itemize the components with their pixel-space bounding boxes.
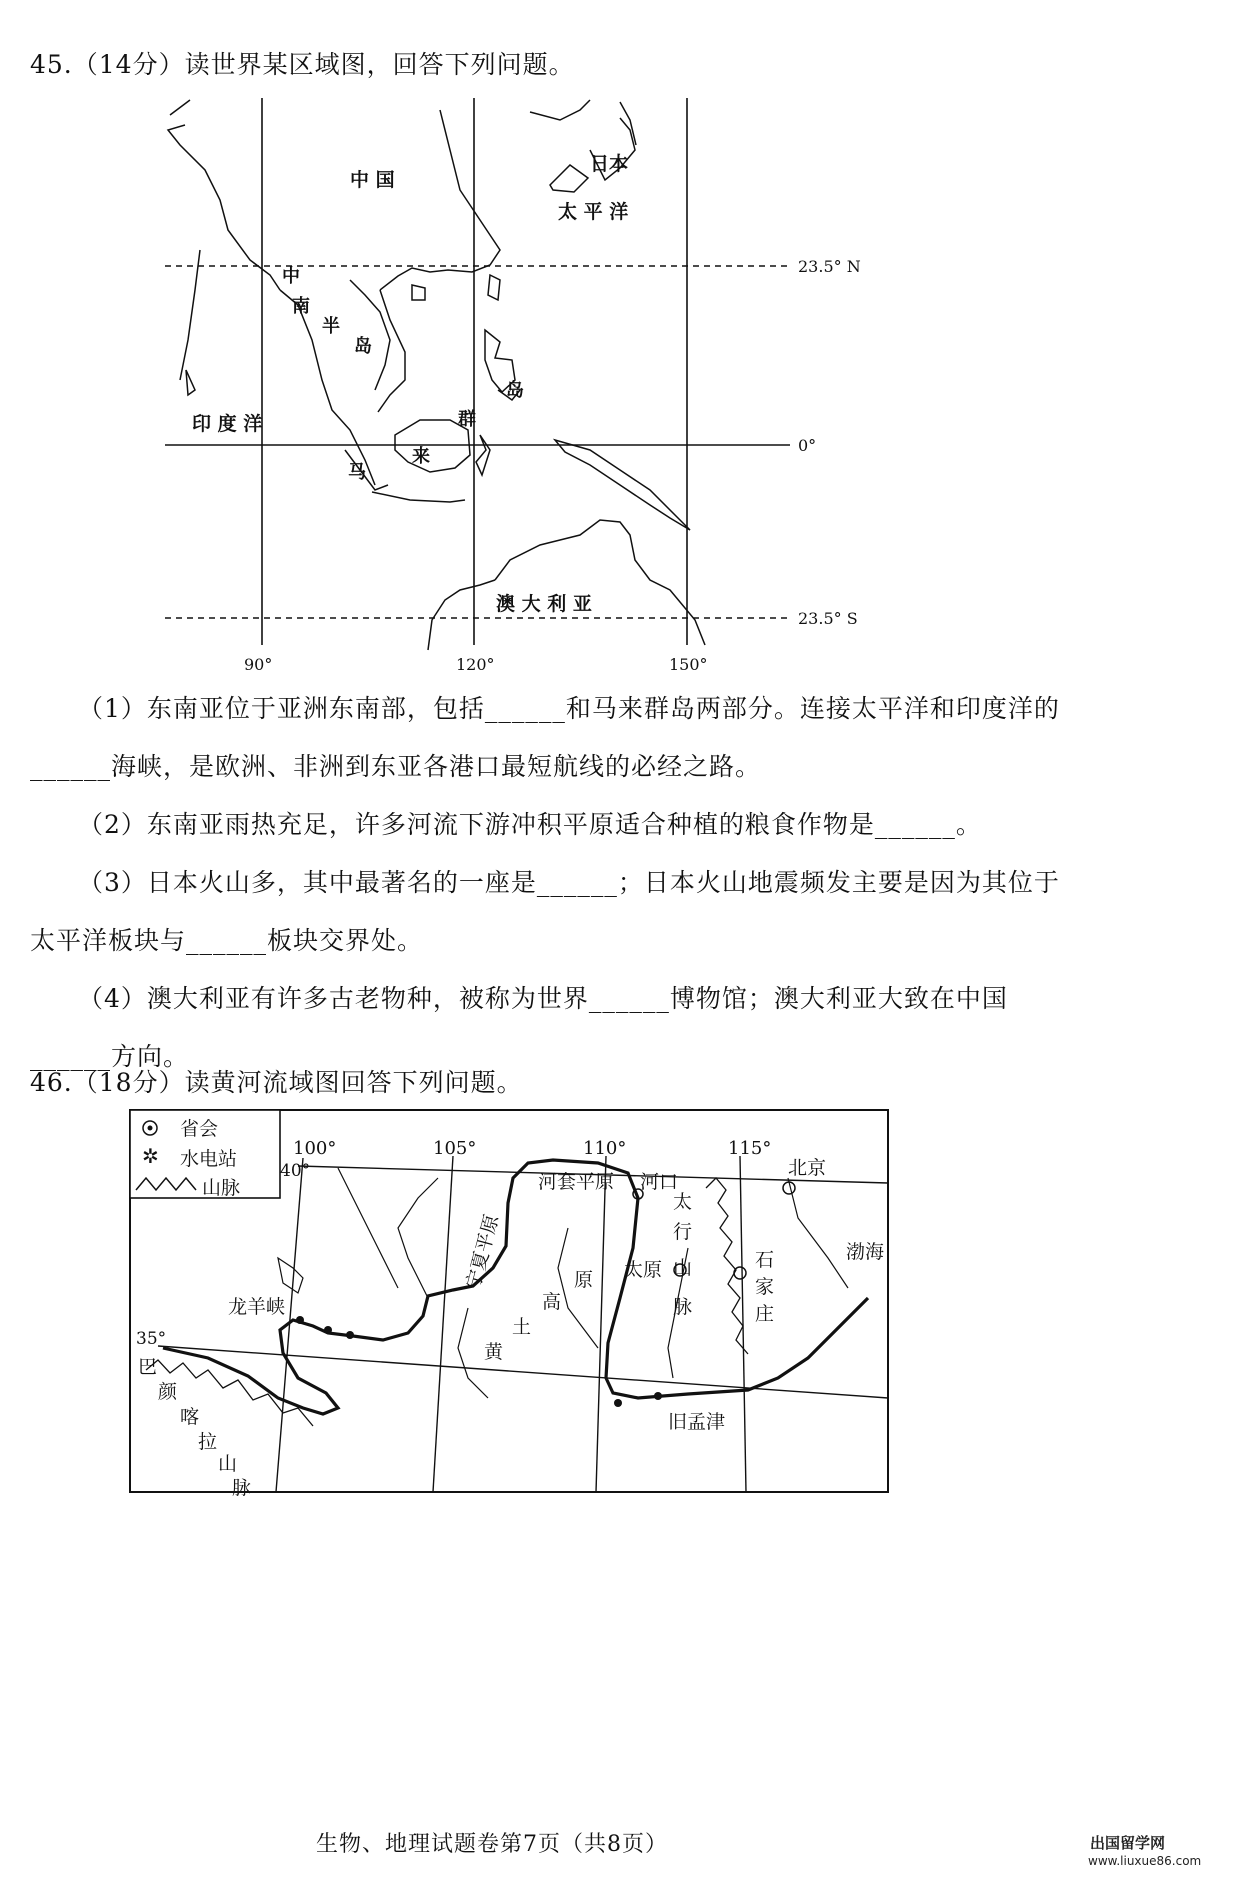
q45-1-line2: ______海峡，是欧洲、非洲到东亚各港口最短航线的必经之路。 <box>30 752 762 781</box>
label-malay-2: 来 <box>412 446 430 467</box>
q45-question-list <box>30 680 1060 1086</box>
label-malay-3: 群 <box>458 409 476 430</box>
label-shijiazhuang-2: 家 <box>755 1276 775 1298</box>
label-loess-3: 高 <box>542 1291 562 1313</box>
label-bayankala-5: 山 <box>218 1453 238 1475</box>
label-lon-90: 90° <box>244 655 273 674</box>
label-australia: 澳 大 利 亚 <box>496 593 592 615</box>
watermark-url: www.liuxue86.com <box>1088 1854 1202 1868</box>
label-malay-4: 岛 <box>506 380 524 401</box>
label-lon-115: 115° <box>728 1138 772 1159</box>
q45-3-line2: 太平洋板块与______板块交界处。 <box>30 926 424 955</box>
label-indian-ocean: 印 度 洋 <box>192 413 263 435</box>
label-equator: 0° <box>798 436 817 455</box>
label-taihang-4: 脉 <box>673 1296 693 1318</box>
label-jiumengjin: 旧孟津 <box>668 1411 726 1433</box>
label-hekou: 河口 <box>640 1171 679 1193</box>
label-bayankala-2: 颜 <box>158 1381 178 1403</box>
label-taihang-3: 山 <box>673 1257 693 1279</box>
label-bayankala-3: 喀 <box>180 1406 200 1428</box>
label-japan: 日本 <box>590 153 629 175</box>
label-bohai: 渤海 <box>846 1241 885 1263</box>
legend-hydropower: 水电站 <box>180 1148 238 1170</box>
coastlines <box>168 100 705 650</box>
label-bayankala-6: 脉 <box>232 1477 252 1498</box>
label-lon-150: 150° <box>669 655 708 674</box>
label-lat-35: 35° <box>136 1329 167 1349</box>
label-china: 中 国 <box>350 169 395 191</box>
q46-header: 46.（18分）读黄河流域图回答下列问题。 <box>30 1068 523 1097</box>
watermark-name: 出国留学网 <box>1090 1834 1166 1852</box>
label-lon-120: 120° <box>456 655 495 674</box>
label-loess-4: 原 <box>574 1269 594 1291</box>
label-taihang-1: 太 <box>673 1191 693 1213</box>
label-taihang-2: 行 <box>673 1221 693 1243</box>
label-bayankala-1: 巴 <box>138 1356 158 1378</box>
label-ningxia: 宁夏平原 <box>462 1212 504 1292</box>
q45-1-line1: （1）东南亚位于亚洲东南部，包括______和马来群岛两部分。连接太平洋和印度洋的 <box>78 694 1060 723</box>
q45-header: 45.（14分）读世界某区域图，回答下列问题。 <box>30 50 575 79</box>
label-longyangxia: 龙羊峡 <box>228 1296 286 1318</box>
page-footer: 生物、地理试题卷第7页（共8页） <box>316 1832 668 1857</box>
label-pacific: 太 平 洋 <box>558 201 629 223</box>
label-tropic-capricorn: 23.5° S <box>798 609 858 628</box>
label-indochina-1: 中 <box>282 266 300 287</box>
label-hetao: 河套平原 <box>538 1171 615 1193</box>
label-indochina-3: 半 <box>322 316 340 337</box>
q45-2-line1: （2）东南亚雨热充足，许多河流下游冲积平原适合种植的粮食作物是______。 <box>78 810 982 839</box>
legend-capital: 省会 <box>180 1118 219 1140</box>
label-lon-110: 110° <box>583 1138 627 1159</box>
yellow-river-map <box>128 1108 893 1498</box>
label-indochina-2: 南 <box>292 296 310 317</box>
q45-4-line2: ______方向。 <box>30 1042 190 1071</box>
q45-4-line1: （4）澳大利亚有许多古老物种，被称为世界______博物馆；澳大利亚大致在中国 <box>78 984 1008 1013</box>
label-taiyuan: 太原 <box>624 1259 663 1281</box>
label-lon-100: 100° <box>293 1138 337 1159</box>
label-tropic-cancer: 23.5° N <box>798 257 861 276</box>
hydropower-legend-icon: ✲ <box>142 1144 159 1168</box>
label-lat-40: 40° <box>280 1161 311 1181</box>
label-beijing: 北京 <box>788 1157 827 1179</box>
label-lon-105: 105° <box>433 1138 477 1159</box>
southeast-asia-map <box>150 90 910 690</box>
label-malay-1: 马 <box>348 462 366 483</box>
label-loess-2: 土 <box>512 1316 532 1338</box>
label-shijiazhuang-3: 庄 <box>755 1303 775 1325</box>
label-loess-1: 黄 <box>484 1341 504 1363</box>
legend-mountain: 山脉 <box>202 1177 241 1199</box>
label-indochina-4: 岛 <box>354 336 372 357</box>
label-bayankala-4: 拉 <box>198 1431 218 1453</box>
label-shijiazhuang-1: 石 <box>755 1249 775 1271</box>
q45-3-line1: （3）日本火山多，其中最著名的一座是______；日本火山地震频发主要是因为其位于 <box>78 868 1060 897</box>
